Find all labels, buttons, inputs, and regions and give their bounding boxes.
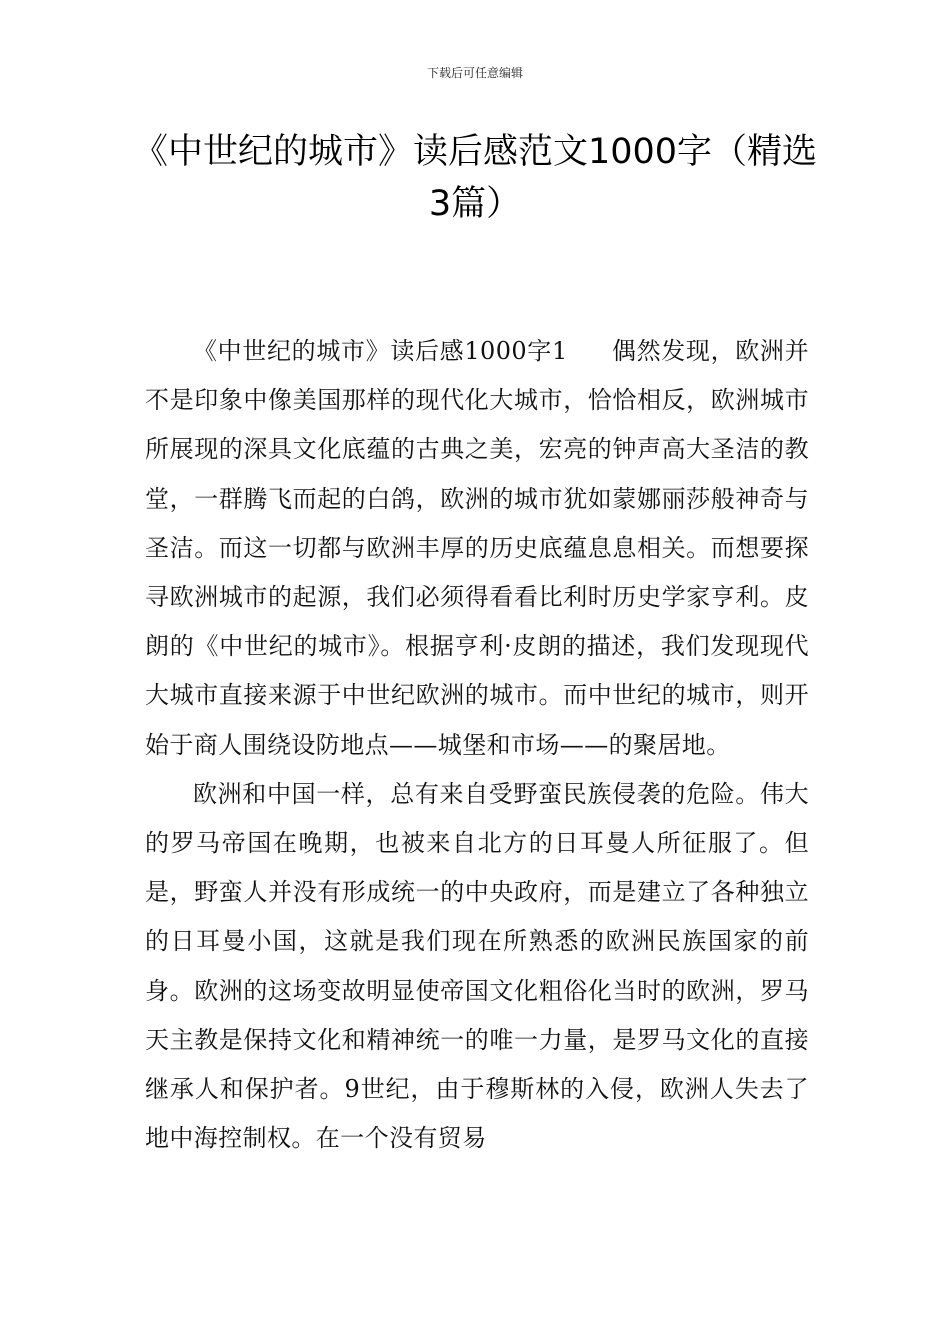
section-heading: 《中世纪的城市》读后感1000字1: [193, 337, 568, 365]
paragraph-text: 偶然发现，欧洲并不是印象中像美国那样的现代化大城市，恰恰相反，欧洲城市所展现的深具文化底蕴的古典之美，宏亮的钟声高大圣洁的教堂，一群腾飞而起的白鸽，欧洲的城市犹如蒙娜丽莎般神奇与圣洁。而这一切都与欧洲丰厚的历史底蕴息息相关。而想要探寻欧洲城市的起源，我们必须得看看比利时历史学家亨利。皮朗的《中世纪的城市》。根据亨利·皮朗的描述，我们发现现代大城市直接来源于中世纪欧洲的城市。而中世纪的城市，则开始于商人围绕设防地点——城堡和市场——的聚居地。: [145, 337, 809, 759]
document-body: [145, 327, 809, 1163]
header-note: 下载后可任意编辑: [426, 66, 523, 80]
paragraph: [145, 327, 809, 770]
document-title: 《中世纪的城市》读后感范文1000字（精选3篇）: [132, 132, 818, 224]
paragraph: 欧洲和中国一样，总有来自受野蛮民族侵袭的危险。伟大的罗马帝国在晚期，也被来自北方的日耳曼人所征服了。但是，野蛮人并没有形成统一的中央政府，而是建立了各种独立的日耳曼小国，这就是我们现在所熟悉的欧洲民族国家的前身。欧洲的这场变故明显使帝国文化粗俗化当时的欧洲，罗马天主教是保持文化和精神统一的唯一力量，是罗马文化的直接继承人和保护者。9世纪，由于穆斯林的入侵，欧洲人失去了地中海控制权。在一个没有贸易: [145, 779, 809, 1153]
